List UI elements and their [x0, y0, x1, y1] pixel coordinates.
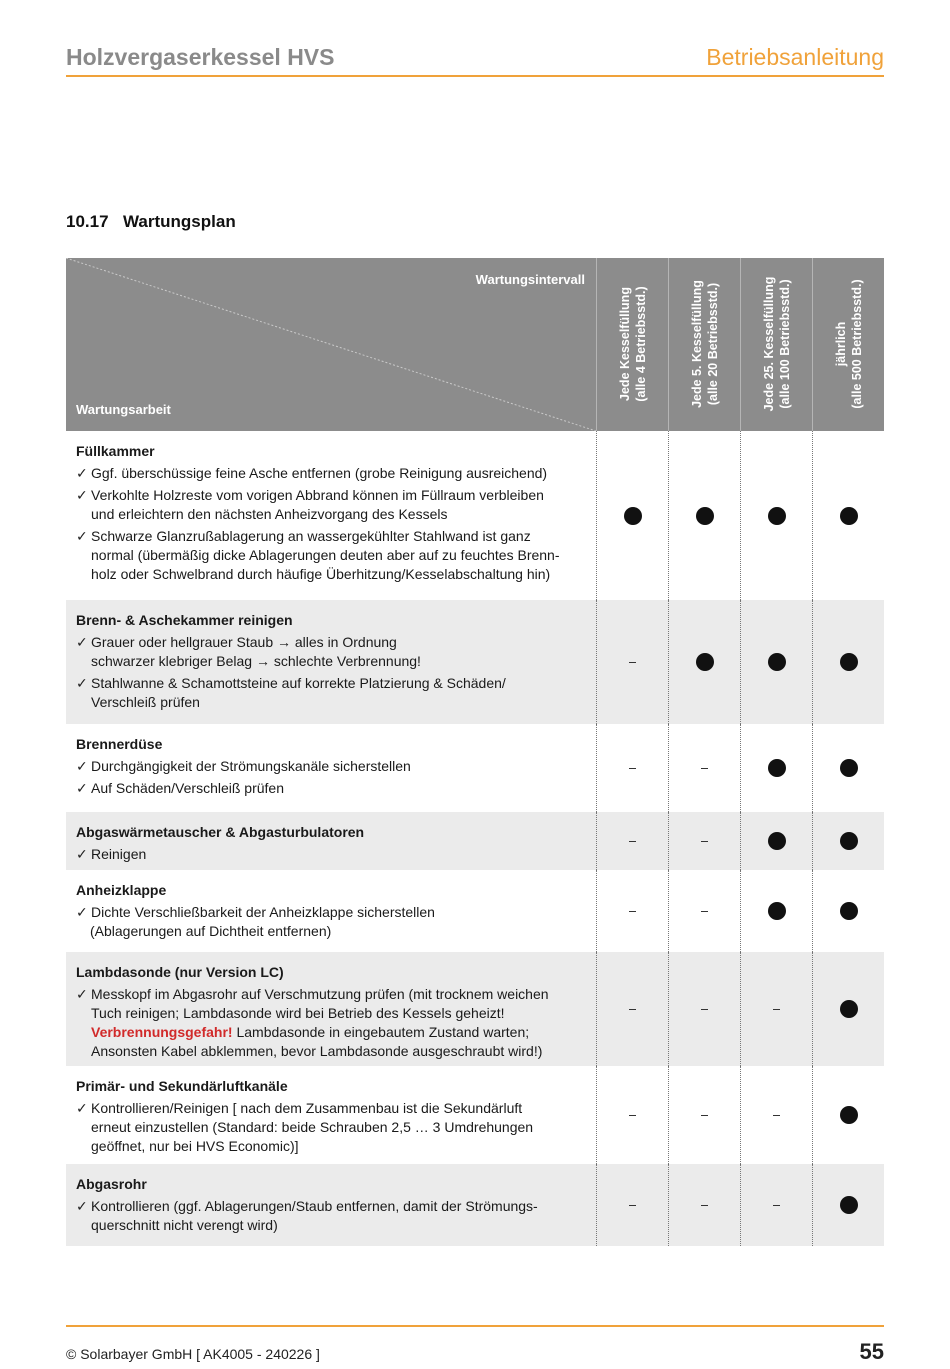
table-row — [66, 812, 884, 870]
work-item-line: querschnitt nicht verengt wird) — [91, 1217, 278, 1233]
work-cell — [66, 812, 596, 870]
work-item-line: Kontrollieren/Reinigen [ nach dem Zusammenbau ist die Sekundärluft — [91, 1100, 523, 1116]
not-required-dash-icon — [629, 662, 636, 663]
checkmark-icon: ✓ — [76, 487, 88, 503]
interval-cell — [812, 724, 884, 812]
interval-cell — [812, 600, 884, 724]
work-item-line: Reinigen — [91, 846, 147, 862]
work-item-line: Stahlwanne & Schamottsteine auf korrekte Platzierung & Schäden/ — [91, 675, 506, 691]
work-item-line: Kontrollieren (ggf. Ablagerungen/Staub entfernen, damit der Strömungs- — [91, 1198, 538, 1214]
work-item-line: holz oder Schwelbrand durch häufige Überhitzung/Kesselabschaltung hin) — [91, 566, 551, 582]
checkmark-icon: ✓ — [76, 1198, 88, 1214]
required-dot-icon — [840, 759, 858, 777]
work-cell — [66, 1164, 596, 1246]
interval-cell — [740, 1066, 812, 1164]
required-dot-icon — [768, 759, 786, 777]
interval-cell — [812, 870, 884, 952]
checkmark-icon: ✓ — [76, 904, 88, 920]
not-required-dash-icon — [773, 1009, 780, 1010]
interval-cell — [668, 724, 740, 812]
required-dot-icon — [840, 507, 858, 525]
interval-cell — [740, 870, 812, 952]
work-title: Anheizklappe — [76, 882, 167, 898]
required-dot-icon — [840, 832, 858, 850]
work-item-line: Durchgängigkeit der Strömungskanäle sicherstellen — [91, 758, 411, 774]
work-cell — [66, 870, 596, 952]
work-item-line: normal (übermäßig dicke Ablagerungen deuten aber auf zu feuchtes Brenn- — [91, 547, 560, 563]
column-header-1: Jede Kesselfüllung (alle 4 Betriebsstd.) — [596, 258, 668, 431]
work-cell — [66, 952, 596, 1066]
work-title: Brennerdüse — [76, 736, 163, 752]
required-dot-icon — [696, 653, 714, 671]
required-dot-icon — [768, 902, 786, 920]
checkmark-icon: ✓ — [76, 634, 88, 650]
interval-cell — [668, 600, 740, 724]
table-row — [66, 870, 884, 952]
work-label: Wartungsarbeit — [76, 402, 171, 417]
document-type: Betriebsanleitung — [706, 44, 884, 70]
work-item — [76, 464, 586, 483]
required-dot-icon — [768, 653, 786, 671]
work-item — [76, 845, 586, 864]
column-header-2: Jede 5. Kesselfüllung (alle 20 Betriebsstd.) — [668, 258, 740, 431]
checkmark-icon: ✓ — [76, 1100, 88, 1116]
not-required-dash-icon — [701, 841, 708, 842]
footer-divider — [66, 1325, 884, 1327]
work-item-line: schwarzer klebriger Belag → schlechte Verbrennung! — [91, 653, 421, 669]
required-dot-icon — [840, 902, 858, 920]
checkmark-icon: ✓ — [76, 846, 88, 862]
work-cell — [66, 724, 596, 812]
interval-cell — [812, 1066, 884, 1164]
document-title: Holzvergaserkessel HVS — [66, 44, 335, 70]
work-item — [76, 486, 586, 524]
work-item-line: Ggf. überschüssige feine Asche entfernen (grobe Reinigung ausreichend) — [91, 465, 548, 481]
section-title: Wartungsplan — [123, 212, 236, 231]
work-item-line: und erleichtern den nächsten Anheizvorgang des Kessels — [91, 506, 448, 522]
work-item-line: Schwarze Glanzrußablagerung an wassergekühlter Stahlwand ist ganz — [91, 528, 531, 544]
table-body — [66, 431, 884, 1246]
column-header-4: jährlich (alle 500 Betriebsstd.) — [812, 258, 884, 431]
table-row — [66, 1066, 884, 1164]
interval-cell — [596, 870, 668, 952]
interval-cell — [668, 812, 740, 870]
checkmark-icon: ✓ — [76, 986, 88, 1002]
checkmark-icon: ✓ — [76, 675, 88, 691]
interval-cell — [740, 600, 812, 724]
required-dot-icon — [840, 1196, 858, 1214]
work-item-line: Dichte Verschließbarkeit der Anheizklappe sicherstellen — [91, 904, 435, 920]
work-note: (Ablagerungen auf Dichtheit entfernen) — [90, 923, 332, 939]
interval-cell — [740, 952, 812, 1066]
checkmark-icon: ✓ — [76, 758, 88, 774]
work-item — [76, 1197, 586, 1235]
interval-cell — [596, 1066, 668, 1164]
work-item — [76, 757, 586, 776]
interval-cell — [668, 1164, 740, 1246]
required-dot-icon — [768, 832, 786, 850]
interval-cell — [596, 600, 668, 724]
work-item — [76, 985, 586, 1061]
interval-cell — [812, 952, 884, 1066]
page-number: 55 — [859, 1339, 884, 1364]
work-item-line: erneut einzustellen (Standard: beide Schrauben 2,5 … 3 Umdrehungen — [91, 1119, 534, 1135]
work-item-line: Tuch reinigen; Lambdasonde wird bei Betrieb des Kessels geheizt! — [91, 1005, 505, 1021]
interval-cell — [812, 1164, 884, 1246]
not-required-dash-icon — [701, 768, 708, 769]
not-required-dash-icon — [701, 1205, 708, 1206]
interval-cell — [596, 431, 668, 600]
interval-cell — [668, 870, 740, 952]
work-item — [76, 633, 586, 671]
table-header — [66, 258, 884, 431]
work-item — [76, 674, 586, 712]
checkmark-icon: ✓ — [76, 780, 88, 796]
not-required-dash-icon — [773, 1205, 780, 1206]
table-row — [66, 952, 884, 1066]
warning-followup: Lambdasonde in eingebautem Zustand warten; — [232, 1024, 530, 1040]
warning-text: Verbrennungsgefahr! — [91, 1024, 233, 1040]
required-dot-icon — [624, 507, 642, 525]
interval-cell — [596, 724, 668, 812]
work-title: Abgaswärmetauscher & Abgasturbulatoren — [76, 824, 365, 840]
table-row — [66, 1164, 884, 1246]
work-title: Brenn- & Aschekammer reinigen — [76, 612, 293, 628]
not-required-dash-icon — [629, 911, 636, 912]
interval-cell — [812, 812, 884, 870]
work-item-line: Auf Schäden/Verschleiß prüfen — [91, 780, 285, 796]
interval-cell — [596, 812, 668, 870]
header-divider — [66, 75, 884, 77]
work-item — [76, 1099, 586, 1156]
work-item-line: Grauer oder hellgrauer Staub → alles in Ordnung — [91, 634, 397, 650]
interval-cell — [812, 431, 884, 600]
not-required-dash-icon — [629, 1115, 636, 1116]
not-required-dash-icon — [629, 768, 636, 769]
required-dot-icon — [696, 507, 714, 525]
checkmark-icon: ✓ — [76, 528, 88, 544]
work-title: Abgasrohr — [76, 1176, 147, 1192]
work-cell — [66, 431, 596, 600]
work-item — [76, 527, 586, 584]
required-dot-icon — [768, 507, 786, 525]
not-required-dash-icon — [701, 1009, 708, 1010]
interval-cell — [668, 1066, 740, 1164]
table-row — [66, 600, 884, 724]
work-title: Lambdasonde (nur Version LC) — [76, 964, 284, 980]
work-title: Primär- und Sekundärluftkanäle — [76, 1078, 288, 1094]
interval-cell — [596, 1164, 668, 1246]
section-number: 10.17 — [66, 212, 109, 231]
checkmark-icon: ✓ — [76, 465, 88, 481]
interval-cell — [668, 952, 740, 1066]
work-item-line: Messkopf im Abgasrohr auf Verschmutzung prüfen (mit trocknem weichen — [91, 986, 549, 1002]
work-cell — [66, 600, 596, 724]
table-row — [66, 724, 884, 812]
required-dot-icon — [840, 1106, 858, 1124]
not-required-dash-icon — [629, 1009, 636, 1010]
required-dot-icon — [840, 653, 858, 671]
work-title: Füllkammer — [76, 443, 155, 459]
work-item-line: geöffnet, nur bei HVS Economic)] — [91, 1138, 299, 1154]
table-row — [66, 431, 884, 600]
interval-cell — [668, 431, 740, 600]
maintenance-table — [66, 258, 884, 1246]
interval-cell — [740, 812, 812, 870]
work-item — [76, 903, 586, 922]
section-heading — [66, 212, 236, 232]
not-required-dash-icon — [629, 841, 636, 842]
interval-cell — [740, 1164, 812, 1246]
work-item — [76, 779, 586, 798]
not-required-dash-icon — [773, 1115, 780, 1116]
interval-cell — [740, 724, 812, 812]
warning-line — [91, 1023, 586, 1042]
not-required-dash-icon — [701, 911, 708, 912]
work-item-line: Verkohlte Holzreste vom vorigen Abbrand können im Füllraum verbleiben — [91, 487, 544, 503]
not-required-dash-icon — [701, 1115, 708, 1116]
interval-label: Wartungsintervall — [475, 272, 585, 287]
work-cell — [66, 1066, 596, 1164]
copyright: © Solarbayer GmbH [ AK4005 - 240226 ] — [66, 1346, 320, 1362]
work-item-line: Ansonsten Kabel abklemmen, bevor Lambdasonde ausgeschraubt wird!) — [91, 1043, 543, 1059]
column-header-3: Jede 25. Kesselfüllung (alle 100 Betriebsstd.) — [740, 258, 812, 431]
interval-cell — [596, 952, 668, 1066]
required-dot-icon — [840, 1000, 858, 1018]
interval-cell — [740, 431, 812, 600]
work-item-line: Verschleiß prüfen — [91, 694, 200, 710]
not-required-dash-icon — [629, 1205, 636, 1206]
